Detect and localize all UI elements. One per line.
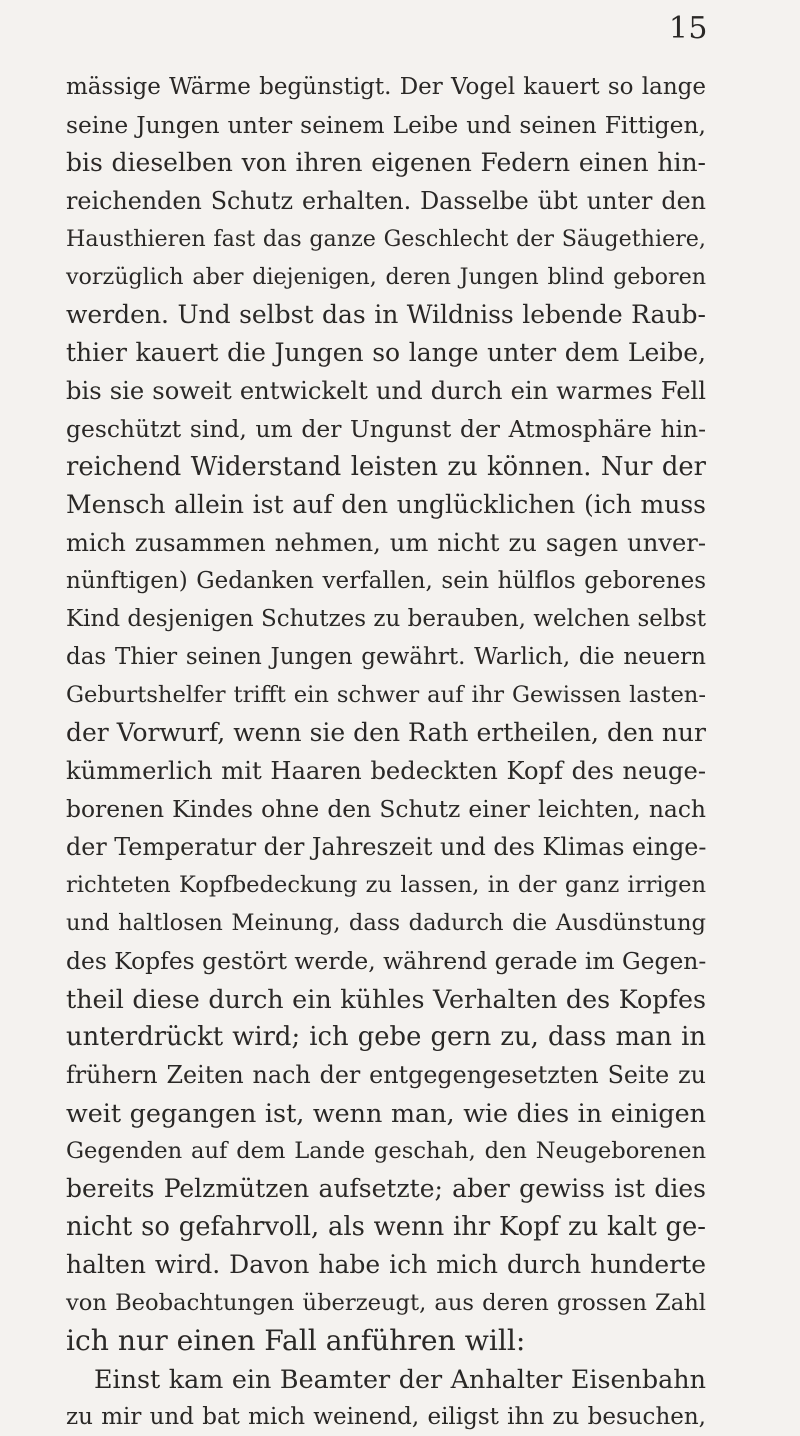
text-line: unterdrückt wird; ich gebe gern zu, dass man in — [66, 1022, 706, 1052]
text-line: bis dieselben von ihren eigenen Federn einen hin- — [66, 148, 706, 177]
text-line: bereits Pelzmützen aufsetzte; aber gewiss ist dies — [66, 1174, 706, 1203]
text-line: frühern Zeiten nach der entgegengesetzten Seite zu — [66, 1061, 706, 1089]
text-line: vorzüglich aber diejenigen, deren Jungen blind geboren — [66, 264, 706, 290]
text-line: zu mir und bat mich weinend, eiligst ihn zu besuchen, — [66, 1404, 706, 1430]
text-line: richteten Kopfbedeckung zu lassen, in der ganz irrigen — [66, 872, 706, 898]
text-line: Einst kam ein Beamter der Anhalter Eisenbahn — [94, 1364, 706, 1394]
text-line: der Vorwurf, wenn sie den Rath ertheilen, den nur — [66, 718, 706, 747]
body-text — [66, 68, 706, 1436]
text-line: das Thier seinen Jungen gewährt. Warlich, die neuern — [66, 644, 706, 670]
text-line: kümmerlich mit Haaren bedeckten Kopf des neuge- — [66, 757, 706, 785]
text-line: mässige Wärme begünstigt. Der Vogel kauert so lange — [66, 74, 706, 100]
text-line: nicht so gefahrvoll, als wenn ihr Kopf zu kalt ge- — [66, 1212, 706, 1242]
text-line: nünftigen) Gedanken verfallen, sein hülflos geborenes — [66, 568, 706, 594]
text-line: mich zusammen nehmen, um nicht zu sagen unver- — [66, 529, 706, 557]
text-line: werden. Und selbst das in Wildniss lebende Raub- — [66, 300, 706, 329]
text-line: von Beobachtungen überzeugt, aus deren grossen Zahl — [66, 1290, 706, 1316]
text-line: geschützt sind, um der Ungunst der Atmosphäre hin- — [66, 415, 706, 443]
text-line: Kind desjenigen Schutzes zu berauben, welchen selbst — [66, 606, 706, 632]
text-line: und haltlosen Meinung, dass dadurch die Ausdünstung — [66, 910, 706, 936]
text-line: reichenden Schutz erhalten. Dasselbe übt unter den — [66, 187, 706, 215]
text-line: der Temperatur der Jahreszeit und des Klimas einge- — [66, 833, 707, 861]
text-line: thier kauert die Jungen so lange unter dem Leibe, — [66, 338, 706, 367]
text-line: des Kopfes gestört werde, während gerade im Gegen- — [66, 947, 707, 975]
text-line: bis sie soweit entwickelt und durch ein warmes Fell — [66, 377, 706, 405]
text-line: Geburtshelfer trifft ein schwer auf ihr Gewissen lasten- — [66, 682, 706, 708]
text-line: borenen Kindes ohne den Schutz einer leichten, nach — [66, 795, 706, 823]
text-line: Hausthieren fast das ganze Geschlecht der Säugethiere, — [66, 226, 706, 252]
text-line: theil diese durch ein kühles Verhalten des Kopfes — [66, 984, 706, 1014]
text-line: Gegenden auf dem Lande geschah, den Neugeborenen — [66, 1138, 706, 1164]
text-line: ich nur einen Fall anführen will: — [66, 1324, 526, 1357]
text-line: seine Jungen unter seinem Leibe und seinen Fittigen, — [66, 111, 706, 139]
page-number: 15 — [668, 11, 708, 46]
text-line: weit gegangen ist, wenn man, wie dies in einigen — [66, 1098, 706, 1128]
text-line: reichend Widerstand leisten zu können. Nur der — [66, 452, 706, 482]
text-line: halten wird. Davon habe ich mich durch hunderte — [66, 1250, 706, 1279]
text-line: Mensch allein ist auf den unglücklichen (ich muss — [66, 490, 706, 519]
